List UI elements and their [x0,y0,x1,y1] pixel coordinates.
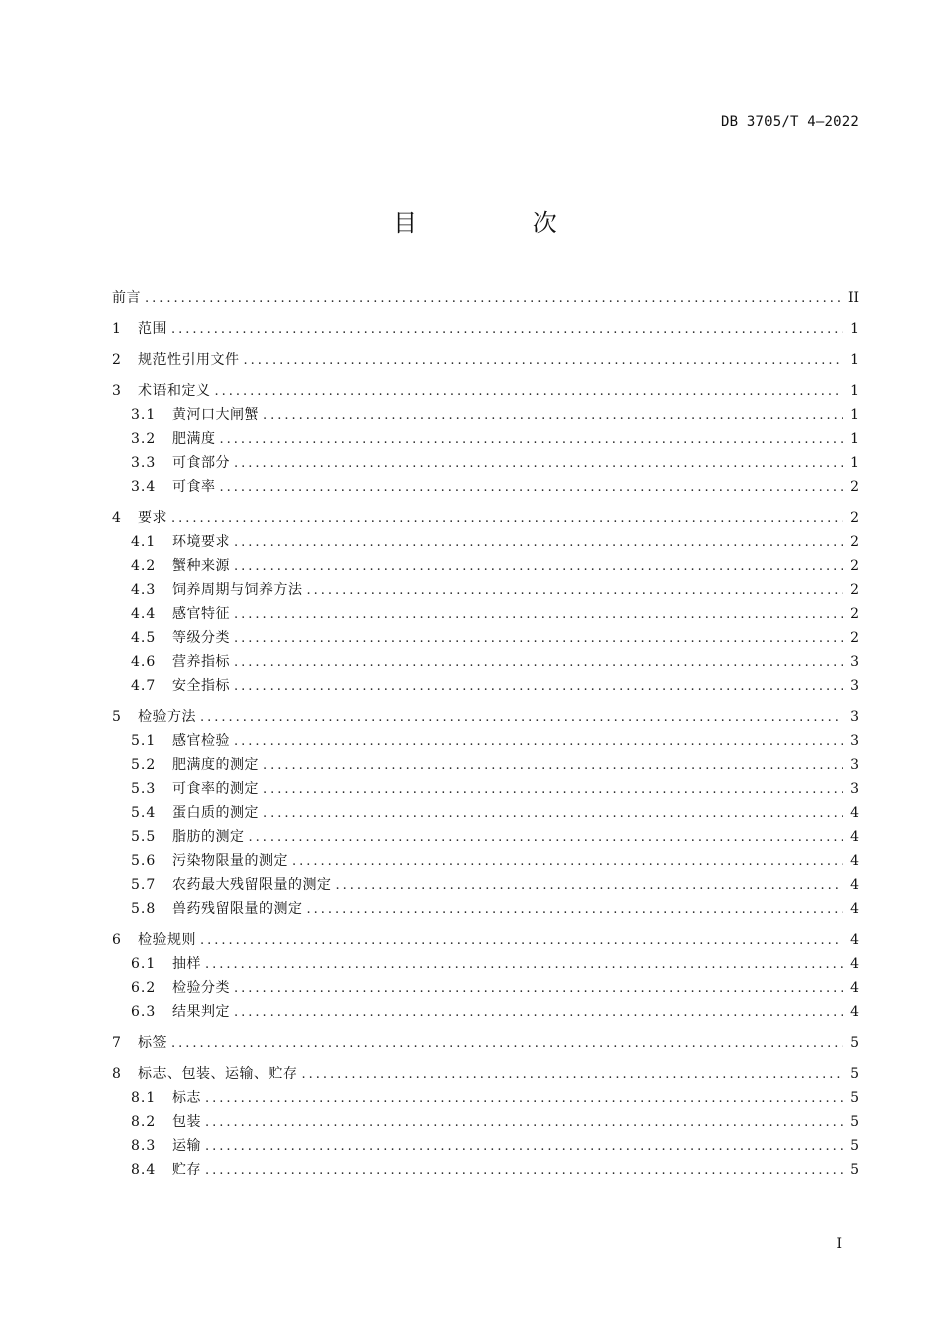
toc-entry-number: 2 [112,352,122,368]
toc-entry-number: 7 [112,1035,122,1051]
toc-entry-label: 运输 [172,1138,201,1154]
toc-entry[interactable] [112,286,859,310]
toc-entry-label: 术语和定义 [138,383,211,399]
toc-entry-number: 5.2 [131,757,157,773]
table-of-contents [112,286,859,1182]
toc-leader-dots [234,730,843,754]
toc-leader-dots [234,1001,843,1025]
toc-entry-page: II [847,290,859,306]
toc-entry-page: 1 [850,321,859,337]
toc-entry-label: 安全指标 [172,678,230,694]
toc-entry-label: 检验分类 [172,980,230,996]
toc-entry-number: 4.5 [131,630,157,646]
toc-entry-page: 2 [850,630,859,646]
toc-entry-label: 标志、包装、运输、贮存 [138,1066,298,1082]
toc-entry-number: 4.4 [131,606,157,622]
toc-entry-page: 5 [850,1162,859,1178]
toc-entry[interactable] [112,1086,859,1110]
toc-entry-number: 8.2 [131,1114,157,1130]
toc-entry-label: 蟹种来源 [172,558,230,574]
toc-entry-label: 结果判定 [172,1004,230,1020]
toc-leader-dots [263,778,843,802]
toc-entry-page: 4 [850,901,859,917]
toc-entry[interactable] [112,729,859,753]
toc-entry-page: 4 [850,932,859,948]
toc-entry-label: 营养指标 [172,654,230,670]
toc-leader-dots [234,627,843,651]
toc-entry-page: 4 [850,853,859,869]
toc-entry-page: 2 [850,582,859,598]
toc-entry[interactable] [112,348,859,372]
toc-entry-label: 肥满度 [172,431,216,447]
toc-entry-page: 3 [850,654,859,670]
toc-entry-number: 5.8 [131,901,157,917]
toc-entry-label: 检验方法 [138,709,196,725]
toc-entry-label: 检验规则 [138,932,196,948]
toc-leader-dots [215,380,844,404]
toc-entry-number: 4.7 [131,678,157,694]
toc-leader-dots [234,977,843,1001]
toc-entry-number: 3.1 [131,407,157,423]
toc-entry-page: 2 [850,558,859,574]
toc-entry-number: 4.1 [131,534,157,550]
toc-entry-page: 3 [850,757,859,773]
toc-leader-dots [205,1159,843,1183]
toc-entry-label: 抽样 [172,956,201,972]
toc-leader-dots [263,404,843,428]
toc-entry-page: 2 [850,534,859,550]
toc-leader-dots [244,349,844,373]
toc-entry[interactable] [112,650,859,674]
toc-entry[interactable] [112,578,859,602]
toc-entry-number: 8.3 [131,1138,157,1154]
toc-leader-dots [263,802,843,826]
toc-entry-number: 6.1 [131,956,157,972]
toc-entry-page: 3 [850,781,859,797]
toc-entry-label: 肥满度的测定 [172,757,259,773]
toc-entry-page: 5 [850,1066,859,1082]
toc-entry-number: 5.4 [131,805,157,821]
toc-leader-dots [200,706,843,730]
toc-entry-page: 2 [850,510,859,526]
toc-entry-page: 3 [850,733,859,749]
toc-leader-dots [292,850,843,874]
toc-entry[interactable] [112,403,859,427]
toc-entry-number: 6.3 [131,1004,157,1020]
toc-entry[interactable] [112,379,859,403]
toc-leader-dots [220,476,844,500]
toc-entry-number: 6.2 [131,980,157,996]
toc-entry[interactable] [112,897,859,921]
toc-leader-dots [234,651,843,675]
toc-entry-page: 4 [850,1004,859,1020]
toc-entry-page: 4 [850,829,859,845]
toc-entry[interactable] [112,1110,859,1134]
toc-entry[interactable] [112,705,859,729]
toc-entry[interactable] [112,451,859,475]
document-code: DB 3705/T 4—2022 [720,114,859,130]
toc-leader-dots [205,953,843,977]
toc-entry-number: 6 [112,932,122,948]
toc-entry-label: 要求 [138,510,167,526]
toc-entry-number: 3 [112,383,122,399]
toc-entry-label: 范围 [138,321,167,337]
toc-entry-number: 5.6 [131,853,157,869]
toc-leader-dots [205,1087,843,1111]
toc-entry-page: 5 [850,1114,859,1130]
toc-leader-dots [171,318,843,342]
toc-entry[interactable] [112,849,859,873]
toc-entry[interactable] [112,777,859,801]
toc-entry[interactable] [112,1158,859,1182]
toc-leader-dots [171,1032,843,1056]
toc-leader-dots [200,929,843,953]
toc-entry[interactable] [112,427,859,451]
toc-leader-dots [336,874,844,898]
toc-entry-page: 2 [850,479,859,495]
toc-entry[interactable] [112,602,859,626]
toc-entry-page: 5 [850,1138,859,1154]
toc-leader-dots [302,1063,844,1087]
toc-entry[interactable] [112,753,859,777]
toc-entry-number: 4.3 [131,582,157,598]
toc-entry-label: 等级分类 [172,630,230,646]
toc-entry-label: 感官特征 [172,606,230,622]
toc-entry-number: 4 [112,510,122,526]
toc-entry-number: 5.7 [131,877,157,893]
toc-entry-page: 1 [850,383,859,399]
toc-leader-dots [205,1135,843,1159]
toc-entry[interactable] [112,1000,859,1024]
toc-entry-number: 5.5 [131,829,157,845]
toc-leader-dots [234,603,843,627]
toc-leader-dots [263,754,843,778]
toc-entry-number: 5 [112,709,122,725]
toc-entry[interactable] [112,825,859,849]
toc-entry-label: 前言 [112,290,141,306]
toc-entry[interactable] [112,952,859,976]
toc-entry-number: 5.3 [131,781,157,797]
page-title: 目 次 [393,209,611,237]
toc-leader-dots [234,555,843,579]
toc-leader-dots [171,507,843,531]
toc-entry-number: 8 [112,1066,122,1082]
toc-entry-number: 8.4 [131,1162,157,1178]
toc-entry-label: 兽药残留限量的测定 [172,901,303,917]
page-number: I [836,1236,842,1252]
toc-leader-dots [307,579,844,603]
toc-entry-label: 黄河口大闸蟹 [172,407,259,423]
toc-entry-label: 贮存 [172,1162,201,1178]
toc-entry[interactable] [112,475,859,499]
toc-entry-label: 可食率 [172,479,216,495]
toc-entry-label: 可食部分 [172,455,230,471]
toc-entry-label: 标志 [172,1090,201,1106]
toc-entry-page: 5 [850,1035,859,1051]
toc-leader-dots [234,531,843,555]
toc-entry[interactable] [112,1062,859,1086]
toc-leader-dots [145,287,842,311]
toc-entry-label: 农药最大残留限量的测定 [172,877,332,893]
toc-entry-page: 4 [850,956,859,972]
toc-entry-label: 感官检验 [172,733,230,749]
toc-leader-dots [249,826,844,850]
toc-entry-number: 3.4 [131,479,157,495]
toc-entry-label: 规范性引用文件 [138,352,240,368]
toc-entry[interactable] [112,976,859,1000]
toc-entry-page: 3 [850,709,859,725]
toc-entry[interactable] [112,317,859,341]
toc-leader-dots [234,452,843,476]
toc-entry[interactable] [112,554,859,578]
toc-entry-label: 标签 [138,1035,167,1051]
toc-entry-page: 4 [850,805,859,821]
toc-entry-label: 脂肪的测定 [172,829,245,845]
toc-entry-number: 5.1 [131,733,157,749]
toc-leader-dots [234,675,843,699]
toc-entry-page: 2 [850,606,859,622]
toc-entry-page: 4 [850,877,859,893]
toc-entry-page: 1 [850,407,859,423]
toc-entry-page: 1 [850,455,859,471]
toc-entry[interactable] [112,1134,859,1158]
toc-entry-page: 3 [850,678,859,694]
toc-entry-number: 1 [112,321,122,337]
toc-entry[interactable] [112,530,859,554]
toc-entry[interactable] [112,626,859,650]
toc-entry-label: 饲养周期与饲养方法 [172,582,303,598]
toc-entry[interactable] [112,873,859,897]
toc-entry-page: 4 [850,980,859,996]
toc-entry-number: 4.2 [131,558,157,574]
toc-entry-label: 环境要求 [172,534,230,550]
toc-entry-number: 3.3 [131,455,157,471]
toc-entry-page: 1 [850,352,859,368]
toc-entry-label: 蛋白质的测定 [172,805,259,821]
toc-entry-page: 5 [850,1090,859,1106]
toc-entry-label: 污染物限量的测定 [172,853,288,869]
toc-entry-label: 可食率的测定 [172,781,259,797]
toc-entry-page: 1 [850,431,859,447]
toc-entry[interactable] [112,674,859,698]
toc-entry[interactable] [112,1031,859,1055]
toc-leader-dots [205,1111,843,1135]
toc-entry-label: 包装 [172,1114,201,1130]
toc-entry-number: 4.6 [131,654,157,670]
toc-entry[interactable] [112,506,859,530]
toc-entry[interactable] [112,801,859,825]
toc-leader-dots [307,898,844,922]
toc-entry-number: 8.1 [131,1090,157,1106]
toc-entry[interactable] [112,928,859,952]
toc-leader-dots [220,428,844,452]
toc-entry-number: 3.2 [131,431,157,447]
